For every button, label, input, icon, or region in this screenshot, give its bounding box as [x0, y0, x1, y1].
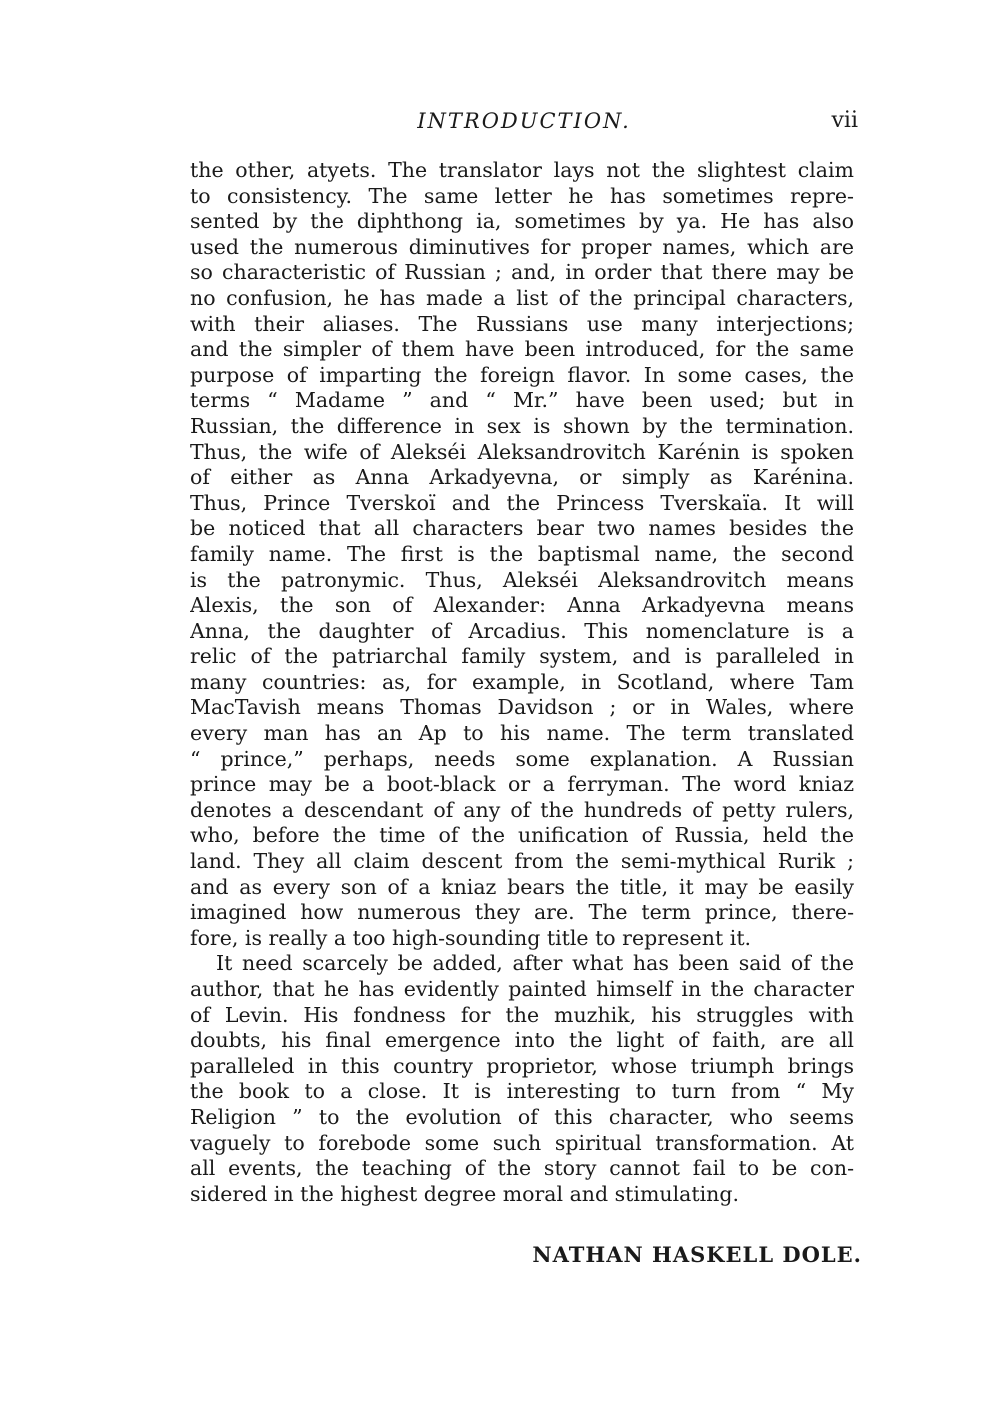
- text-line: Alexis, the son of Alexander: Anna Arkadyevna means: [190, 593, 854, 618]
- text-line: Thus, Prince Tverskoï and the Princess Tverskaïa. It will: [190, 490, 854, 515]
- text-line: terms “ Madame ” and “ Mr.” have been used; but in: [190, 388, 854, 413]
- text-line: of Levin. His fondness for the muzhik, his struggles with: [190, 1002, 854, 1027]
- author-signature: NATHAN HASKELL DOLE.: [532, 1242, 862, 1267]
- text-line: relic of the patriarchal family system, and is paralleled in: [190, 644, 854, 669]
- text-line: MacTavish means Thomas Davidson ; or in Wales, where: [190, 695, 854, 720]
- text-line: paralleled in this country proprietor, whose triumph brings: [190, 1053, 854, 1078]
- text-line: and the simpler of them have been introduced, for the same: [190, 337, 854, 362]
- text-line: to consistency. The same letter he has sometimes repre-: [190, 183, 854, 208]
- text-line: and as every son of a kniaz bears the title, it may be easily: [190, 874, 854, 899]
- running-head: [190, 104, 858, 138]
- text-line: author, that he has evidently painted himself in the character: [190, 977, 854, 1001]
- text-line: land. They all claim descent from the semi-mythical Rurik ;: [190, 849, 854, 874]
- text-line: so characteristic of Russian ; and, in order that there may be: [190, 260, 854, 285]
- text-line: of either as Anna Arkadyevna, or simply as Karénina.: [190, 465, 854, 490]
- text-line: Thus, the wife of Alekséi Aleksandrovitch Karénin is spoken: [190, 439, 854, 464]
- text-line: every man has an Ap to his name. The term translated: [190, 721, 854, 746]
- text-line: be noticed that all characters bear two names besides the: [190, 516, 854, 541]
- paragraph-1: [190, 158, 854, 951]
- text-line: purpose of imparting the foreign flavor. In some cases, the: [190, 362, 854, 387]
- text-line: the other, atyets. The translator lays not the slightest claim: [190, 158, 854, 182]
- text-line: doubts, his final emergence into the light of faith, are all: [190, 1028, 854, 1053]
- text-line: denotes a descendant of any of the hundreds of petty rulers,: [190, 797, 854, 822]
- text-line: with their aliases. The Russians use many interjections;: [190, 311, 854, 336]
- text-line: It need scarcely be added, after what has been said of the: [216, 951, 854, 976]
- text-line: “ prince,” perhaps, needs some explanation. A Russian: [190, 746, 854, 771]
- text-line: many countries: as, for example, in Scotland, where Tam: [190, 669, 854, 694]
- running-title: INTRODUCTION.: [417, 109, 631, 133]
- text-line: fore, is really a too high-sounding title to represent it.: [190, 925, 752, 950]
- body-text: [190, 158, 854, 1207]
- text-line: sented by the diphthong ia, sometimes by ya. He has also: [190, 209, 854, 234]
- text-line: Russian, the difference in sex is shown by the termination.: [190, 413, 854, 438]
- paragraph-2: [190, 951, 854, 1207]
- text-line: prince may be a boot-black or a ferryman. The word kniaz: [190, 772, 854, 797]
- text-line: who, before the time of the unification of Russia, held the: [190, 823, 854, 848]
- text-line: used the numerous diminutives for proper names, which are: [190, 234, 854, 259]
- text-line: sidered in the highest degree moral and stimulating.: [190, 1181, 740, 1206]
- text-line: family name. The first is the baptismal name, the second: [190, 541, 854, 566]
- text-line: vaguely to forebode some such spiritual transformation. At: [190, 1130, 854, 1155]
- text-line: the book to a close. It is interesting to turn from “ My: [190, 1079, 854, 1104]
- text-line: Anna, the daughter of Arcadius. This nomenclature is a: [190, 618, 854, 643]
- page-number: vii: [831, 108, 858, 133]
- text-line: imagined how numerous they are. The term prince, there-: [190, 900, 854, 925]
- text-line: no confusion, he has made a list of the principal characters,: [190, 285, 854, 310]
- text-line: all events, the teaching of the story cannot fail to be con-: [190, 1156, 854, 1181]
- text-line: Religion ” to the evolution of this character, who seems: [190, 1104, 854, 1129]
- text-line: is the patronymic. Thus, Alekséi Aleksandrovitch means: [190, 567, 854, 592]
